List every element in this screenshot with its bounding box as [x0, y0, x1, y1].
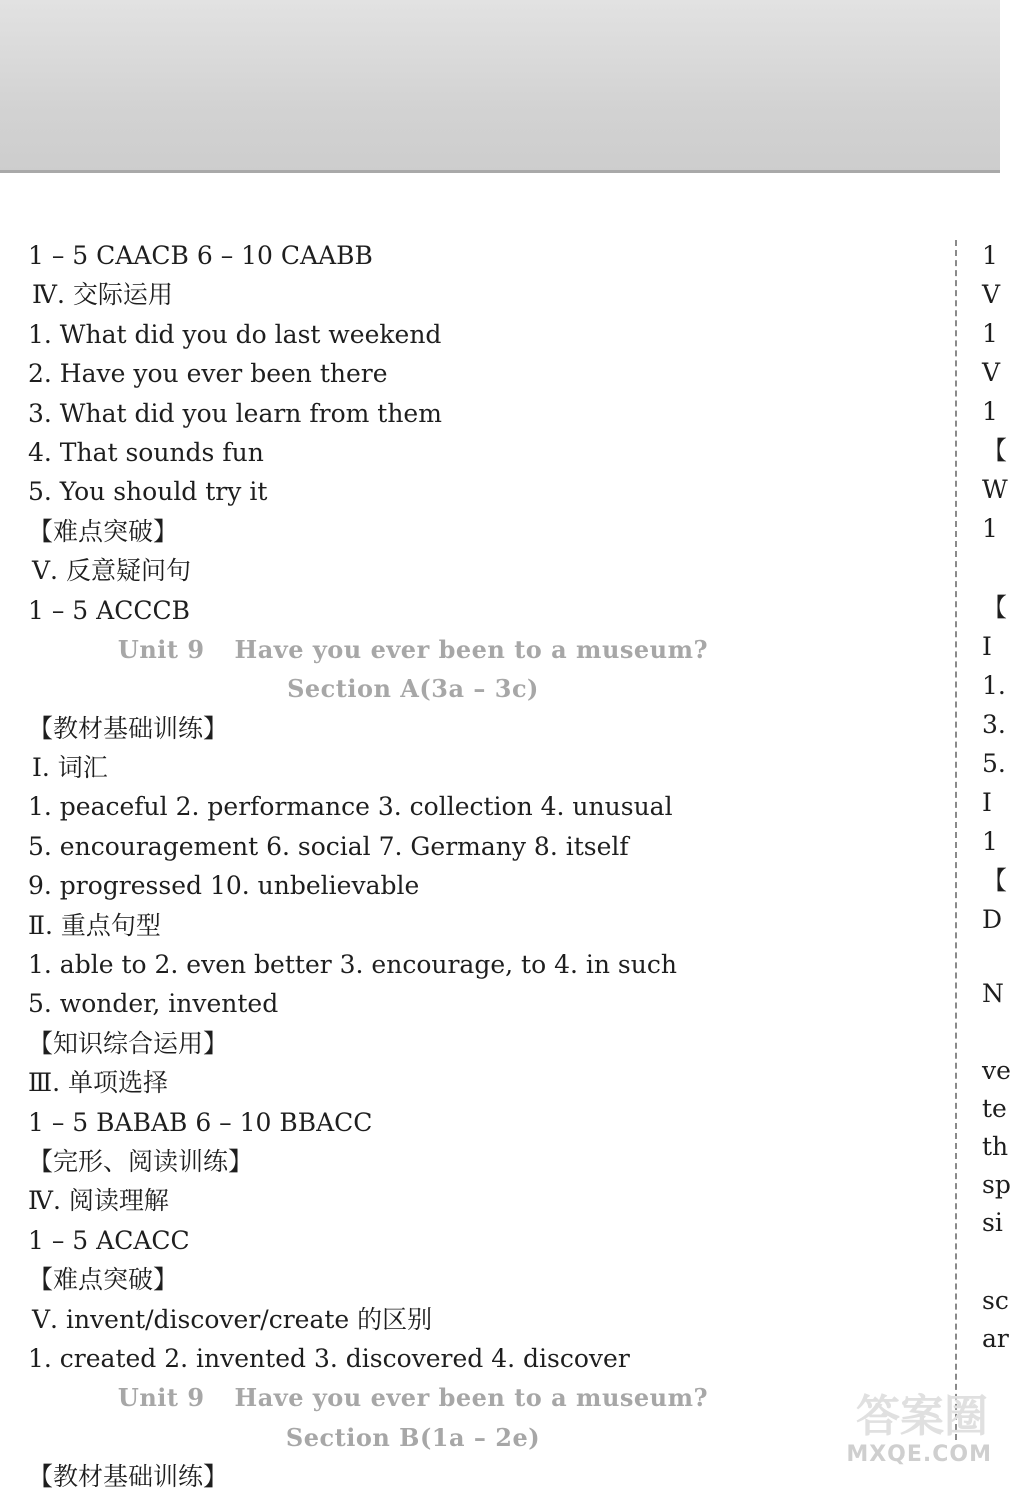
unit-number: Unit 9 [117, 1383, 205, 1413]
answer-line: 1. created 2. invented 3. discovered 4. discover [28, 1343, 630, 1373]
cropped-text: 3. [982, 710, 1006, 739]
watermark-url: MXQE.COM [846, 1442, 992, 1467]
category-label: 【教材基础训练】 [28, 1462, 229, 1492]
cropped-text: 1 [982, 319, 998, 348]
cropped-text: sp [982, 1170, 1011, 1199]
answer-line: 5. You should try it [28, 477, 268, 507]
cropped-text: V [982, 280, 1001, 309]
category-label: 【难点突破】 [28, 516, 179, 546]
unit-number: Unit 9 [117, 634, 205, 664]
unit-title: Have you ever been to a museum? [234, 634, 709, 664]
section-heading: Section B(1a – 2e) [285, 1422, 541, 1452]
category-label: 【难点突破】 [28, 1265, 179, 1295]
answer-line: 1. What did you do last weekend [28, 319, 442, 349]
section-label: Ⅴ. 反意疑问句 [32, 556, 191, 586]
cropped-text: ar [982, 1324, 1009, 1353]
section-label: Ⅴ. invent/discover/create 的区别 [32, 1304, 433, 1334]
cropped-text: th [982, 1132, 1009, 1161]
answer-line: 1 – 5 ACCCB [28, 595, 190, 625]
section-label: Ⅳ. 阅读理解 [28, 1186, 169, 1216]
answer-line: 5. encouragement 6. social 7. Germany 8. itself [28, 831, 629, 861]
cropped-text: V [982, 358, 1001, 387]
section-label: Ⅱ. 重点句型 [28, 910, 161, 940]
category-label: 【知识综合运用】 [28, 1028, 229, 1058]
cropped-text: 1 [982, 397, 998, 426]
cropped-text: te [982, 1094, 1007, 1123]
column-divider [955, 240, 957, 1440]
answer-line: 3. What did you learn from them [28, 398, 442, 428]
cropped-text: 5. [982, 749, 1006, 778]
section-label: Ⅲ. 单项选择 [28, 1068, 169, 1098]
scanned-page-top-band [0, 0, 1000, 172]
watermark-logo: 答案圈 [856, 1391, 988, 1442]
cropped-text: 1 [982, 241, 998, 270]
cropped-text: 1. [982, 671, 1006, 700]
answer-line: 1 – 5 BABAB 6 – 10 BBACC [28, 1107, 373, 1137]
answer-line: 5. wonder, invented [28, 989, 279, 1019]
cropped-text: 1 [982, 514, 998, 543]
unit-heading [28, 1378, 798, 1417]
answer-line: 1. peaceful 2. performance 3. collection 4. unusual [28, 792, 673, 822]
section-heading: Section A(3a – 3c) [287, 674, 539, 704]
cropped-text: 【 [982, 436, 1008, 465]
cropped-text: ve [982, 1056, 1011, 1085]
cropped-text: W [982, 475, 1008, 504]
answer-line: 1 – 5 ACACC [28, 1225, 190, 1255]
cropped-text: 【 [982, 866, 1008, 895]
cropped-text: si [982, 1208, 1003, 1237]
answer-line: 1. able to 2. even better 3. encourage, to 4. in such [28, 950, 677, 980]
answer-line: 4. That sounds fun [28, 437, 264, 467]
category-label: 【完形、阅读训练】 [28, 1146, 254, 1176]
unit-heading [28, 630, 798, 669]
unit-title: Have you ever been to a museum? [234, 1383, 709, 1413]
answer-column-left [28, 236, 928, 1497]
answer-line: 1 – 5 CAACB 6 – 10 CAABB [28, 241, 373, 270]
answer-line: 2. Have you ever been there [28, 359, 388, 389]
category-label: 【教材基础训练】 [28, 713, 229, 743]
cropped-text: I [982, 788, 992, 817]
answer-line: 9. progressed 10. unbelievable [28, 871, 420, 901]
site-watermark [800, 1380, 1000, 1471]
cropped-text: sc [982, 1286, 1009, 1315]
cropped-text: N [982, 979, 1004, 1008]
cropped-text: I [982, 632, 992, 661]
section-label: Ⅰ. 词汇 [32, 753, 108, 783]
cropped-text: 1 [982, 827, 998, 856]
cropped-text: 【 [982, 593, 1008, 622]
section-label: Ⅳ. 交际运用 [32, 280, 173, 310]
top-rule [0, 170, 1000, 173]
cropped-text: D [982, 905, 1003, 934]
